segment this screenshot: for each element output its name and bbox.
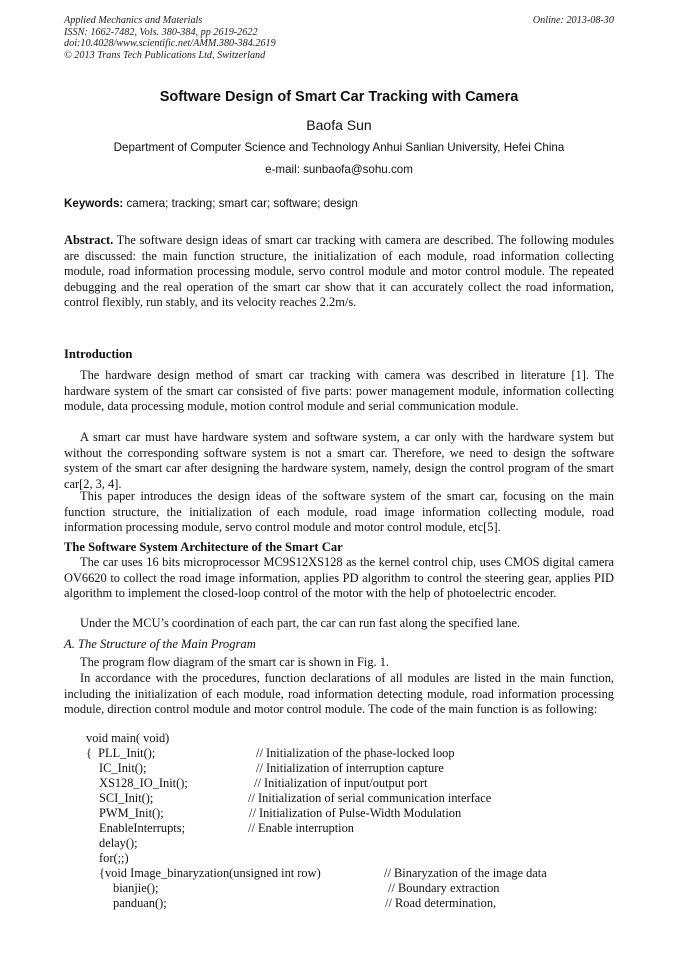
keywords-label: Keywords: <box>64 197 124 210</box>
structure-paragraph-1: The program flow diagram of the smart car is shown in Fig. 1. <box>80 655 390 669</box>
abstract-text: The software design ideas of smart car tracking with camera are described. The following modules are discussed: the main function structure, the initialization of each module, road information collecting module, road information processing module, servo control module and motor control module. The repeated debugging and the real operation of the smart car show that it can accurately collect the road information, control flexibly, run stably, and its velocity reaches 2.2m/s. <box>64 233 614 310</box>
code-comment: // Initialization of the phase-locked loop <box>256 746 455 760</box>
code-comment: // Initialization of serial communication interface <box>248 791 492 805</box>
abstract <box>64 233 614 311</box>
copyright-line: © 2013 Trans Tech Publications Ltd, Switzerland <box>64 49 266 61</box>
code-line: PWM_Init(); <box>99 806 164 820</box>
doi-line: doi:10.4028/www.scientific.net/AMM.380-384.2619 <box>64 38 276 49</box>
code-line: delay(); <box>99 836 138 850</box>
online-date: Online: 2013-08-30 <box>532 15 614 26</box>
architecture-paragraph-1: The car uses 16 bits microprocessor MC9S12XS128 as the kernel control chip, uses CMOS digital camera OV6620 to collect the road image information, applies PD algorithm to control the steering gear, applies PID algorithm to implement the closed-loop control of the motor with the help of photoelectric encoder. <box>64 555 614 601</box>
code-line: bianjie(); <box>113 881 159 895</box>
code-comment: // Road determination, <box>385 896 497 910</box>
keywords-text: camera; tracking; smart car; software; design <box>123 197 358 210</box>
abstract-label: Abstract. <box>64 233 114 247</box>
code-comment: // Binaryzation of the image data <box>384 866 547 880</box>
code-comment: // Initialization of input/output port <box>254 776 428 790</box>
code-line: {void Image_binaryzation(unsigned int row) <box>99 866 321 880</box>
code-comment: // Boundary extraction <box>388 881 500 895</box>
code-line: void main( void) <box>86 731 170 745</box>
paper-title: Software Design of Smart Car Tracking with Camera <box>159 89 519 105</box>
code-line: { PLL_Init(); <box>86 746 156 760</box>
code-comment: // Enable interruption <box>248 821 354 835</box>
issn-line: ISSN: 1662-7482, Vols. 380-384, pp 2619-2622 <box>64 26 258 38</box>
code-line: IC_Init(); <box>99 761 147 775</box>
journal-name: Applied Mechanics and Materials <box>64 15 203 26</box>
intro-heading: Introduction <box>64 347 133 361</box>
code-line: panduan(); <box>113 896 167 910</box>
code-comment: // Initialization of Pulse-Width Modulation <box>249 806 462 820</box>
code-comment: // Initialization of interruption capture <box>256 761 444 775</box>
code-line: for(;;) <box>99 851 129 865</box>
code-line: EnableInterrupts; <box>99 821 186 835</box>
affiliation: Department of Computer Science and Technology Anhui Sanlian University, Hefei China <box>113 141 565 154</box>
intro-paragraph-1: The hardware design method of smart car tracking with camera was described in literature [1]. The hardware system of the smart car consisted of five parts: power management module, information collecting module, data processing module, motion control module and serial communication module. <box>64 368 614 414</box>
architecture-heading: The Software System Architecture of the Smart Car <box>64 540 343 554</box>
architecture-paragraph-2: Under the MCU’s coordination of each part, the car can run fast along the specified lane. <box>80 616 521 630</box>
keywords <box>64 197 358 210</box>
structure-paragraph-2: In accordance with the procedures, function declarations of all modules are listed in the main function, including the initialization of each module, road information detecting module, road information processing module, direction control module and motor control module. The code of the main function is as following: <box>64 671 614 717</box>
intro-paragraph-3: This paper introduces the design ideas of the software system of the smart car, focusing on the main function structure, the initialization of each module, road image information collecting module, road information processing module, servo control module and motor control module, etc[5]. <box>64 489 614 535</box>
author-email: e-mail: sunbaofa@sohu.com <box>265 163 413 176</box>
author-name: Baofa Sun <box>306 117 372 133</box>
structure-heading: A. The Structure of the Main Program <box>64 637 256 651</box>
intro-paragraph-2: A smart car must have hardware system and software system, a car only with the hardware system but without the corresponding software system is not a smart car. Therefore, we need to design the software system of the smart car after designing the hardware system, namely, design the control program of the smart car[2, 3, 4]. <box>64 430 614 491</box>
code-line: XS128_IO_Init(); <box>99 776 188 790</box>
code-line: SCI_Init(); <box>99 791 154 805</box>
